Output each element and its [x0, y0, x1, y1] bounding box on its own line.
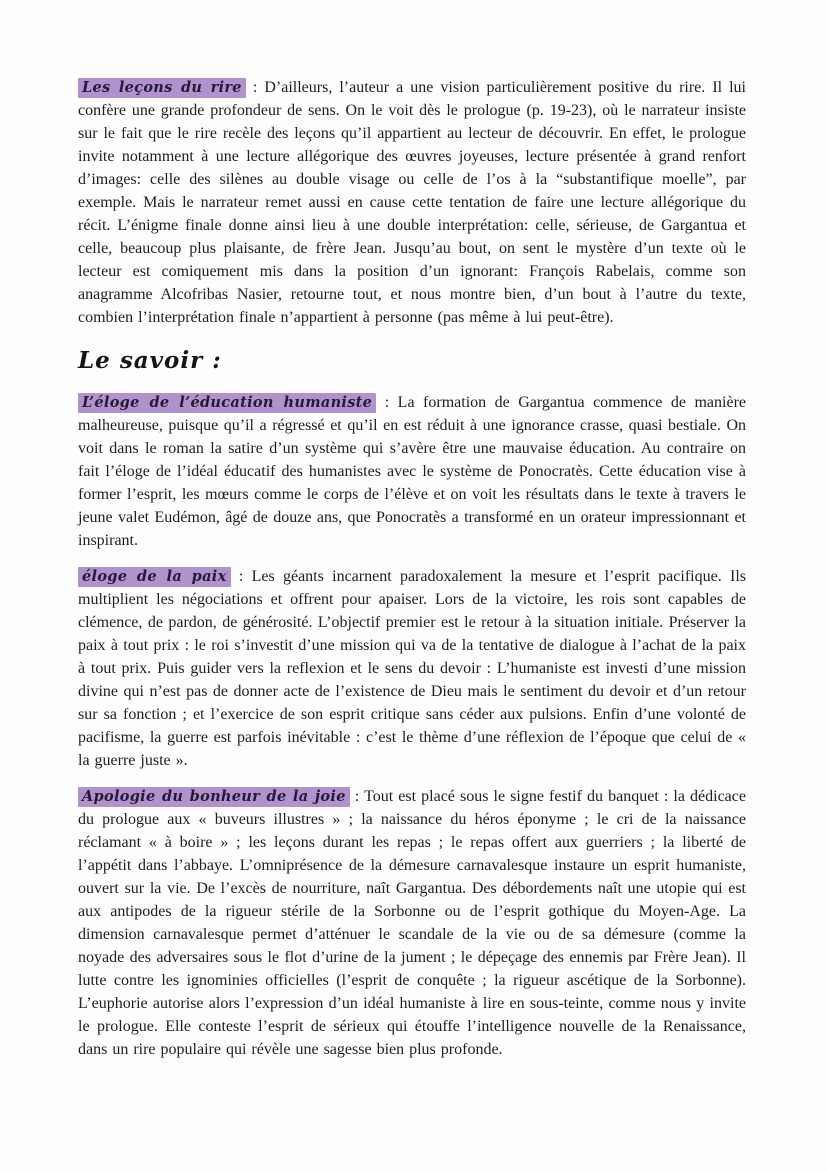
highlight-label-lecons-du-rire: Les leçons du rire [78, 78, 246, 98]
paragraph-lecons-du-rire [78, 76, 746, 329]
section-heading-le-savoir: Le savoir : [78, 347, 222, 374]
paragraph-text: : Tout est placé sous le signe festif du banquet : la dédicace du prologue aux « buveurs illustres » ; la naissance du héros éponyme ; le cri de la naissance réclamant « à boire » ; les leçons durant les repas ; le repas offert aux guerriers ; la liberté de l’appétit dans l’abbaye. L’omniprésence de la démesure carnavalesque instaure un esprit humaniste, ouvert sur la vie. De l’excès de nourriture, naît Gargantua. Des débordements naît une utopie qui est aux antipodes de la rigueur stérile de la Sorbonne ou de l’esprit gothique du Moyen-Age. La dimension carnavalesque permet d’atténuer le scandale de la vie ou de sa démesure (comme la noyade des adversaires sous le flot d’urine de la jument ; le dépeçage des ennemis par Frère Jean). Il lutte contre les ignominies officielles (l’esprit de conquête ; la rigueur ascétique de la Sorbonne). L’euphorie autorise alors l’expression d’un idéal humaniste à lire en sous-teinte, comme nous y invite le prologue. Elle conteste l’esprit de sérieux qui étouffe l’intelligence nouvelle de la Renaissance, dans un rire populaire qui révèle une sagesse bien plus profonde. [78, 788, 746, 1058]
highlight-label-eloge-education-humaniste: L’éloge de l’éducation humaniste [78, 393, 376, 413]
paragraph-text: : Les géants incarnent paradoxalement la mesure et l’esprit pacifique. Ils multiplient les négociations et offrent pour apaiser. Lors de la victoire, les rois sont capables de clémence, de pardon, de générosité. L’objectif premier est le retour à la situation initiale. Préserver la paix à tout prix : le roi s’investit d’une mission qui va de la tentative de dialogue à l’achat de la paix à tout prix. Puis guider vers la reflexion et le sens du devoir : L’humaniste est investi d’une mission divine qui n’est pas de donner acte de l’existence de Dieu mais le sentiment du devoir et d’un retour sur sa fonction ; et l’exercice de son esprit critique sans céder aux pulsions. Enfin d’une volonté de pacifisme, la guerre est parfois inévitable : c’est le thème d’une réflexion de l’époque que celui de « la guerre juste ». [78, 568, 746, 769]
paragraph-eloge-de-la-paix [78, 565, 746, 772]
highlight-label-apologie-du-bonheur: Apologie du bonheur de la joie [78, 787, 350, 807]
paragraph-eloge-education-humaniste [78, 391, 746, 552]
paragraph-text: : D’ailleurs, l’auteur a une vision particulièrement positive du rire. Il lui confère une grande profondeur de sens. On le voit dès le prologue (p. 19-23), où le narrateur insiste sur le fait que le rire recèle des leçons qu’il appartient au lecteur de découvrir. En effet, le prologue invite notamment à une lecture allégorique des œuvres joyeuses, lecture présentée à grand renfort d’images: celle des silènes au double visage ou celle de l’os à la “substantifique moelle”, par exemple. Mais le narrateur remet aussi en cause cette tentation de faire une lecture allégorique du récit. L’énigme finale donne ainsi lieu à une double interprétation: celle, sérieuse, de Gargantua et celle, beaucoup plus plaisante, de frère Jean. Jusqu’au bout, on sent le mystère d’un texte où le lecteur est comiquement mis dans la position d’un ignorant: François Rabelais, comme son anagramme Alcofribas Nasier, retourne tout, et nous montre bien, d’un bout à l’autre du texte, combien l’interprétation finale n’appartient à personne (pas même à lui peut-être). [78, 79, 747, 326]
highlight-label-eloge-de-la-paix: éloge de la paix [78, 567, 231, 587]
paragraph-apologie-du-bonheur [78, 785, 746, 1061]
paragraph-text: : La formation de Gargantua commence de manière malheureuse, puisque qu’il a régressé et qu’il en est réduit à une ignorance crasse, quasi bestiale. On voit dans le roman la satire d’un système qui s’avère être une mauvaise éducation. Au contraire on fait l’éloge de l’idéal éducatif des humanistes avec le système de Ponocratès. Cette éducation vise à former l’esprit, les mœurs comme le corps de l’élève et on voit les résultats dans le texte à travers le jeune valet Eudémon, âgé de douze ans, que Ponocratès a transformé en un orateur impressionnant et inspirant. [78, 394, 746, 549]
